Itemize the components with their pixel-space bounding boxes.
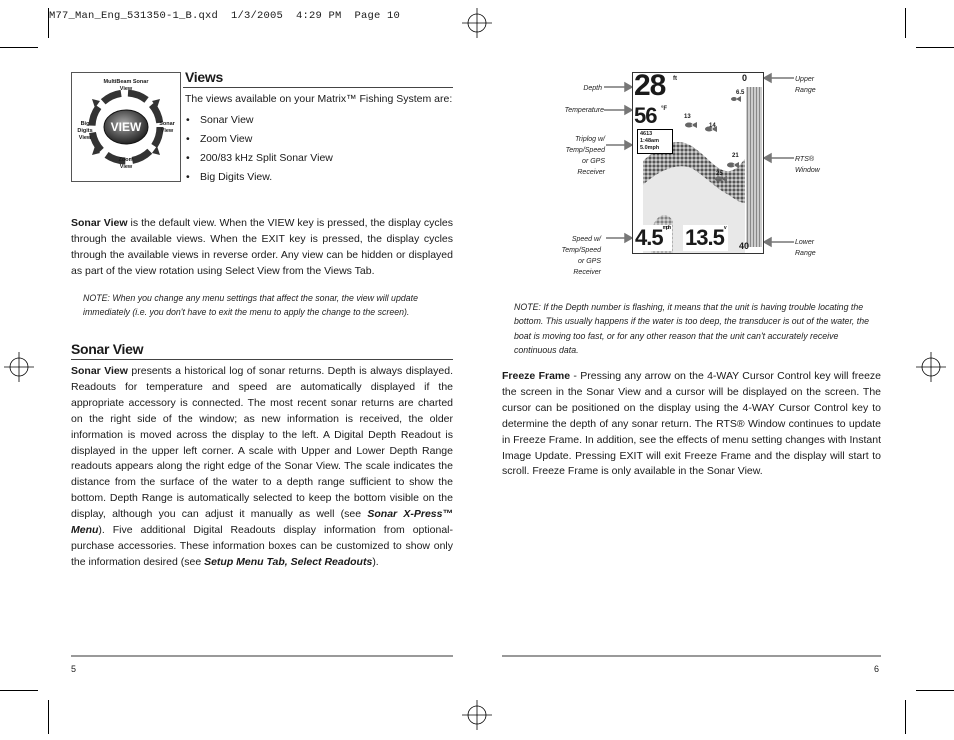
sonar-view-term: Sonar View	[71, 365, 128, 377]
temperature-readout: 56	[634, 103, 657, 128]
page-number-left: 5	[71, 664, 77, 674]
freeze-frame-term: Freeze Frame	[502, 370, 571, 382]
page-number-right: 6	[874, 664, 880, 674]
registration-mark-icon	[462, 700, 492, 730]
paragraph-text: ).	[372, 555, 379, 568]
crop-mark	[916, 690, 954, 691]
sonar-note	[83, 291, 453, 320]
callout-triplog: Triplog w/ Temp/Speed or GPS Receiver	[565, 136, 605, 176]
views-list	[186, 111, 333, 187]
note-text: When you change any menu settings that affect the sonar, the view will update immediately (i.e. you don't have to exit the menu to apply the change to the screen).	[83, 293, 418, 318]
fish-depth-label: 25	[716, 171, 723, 177]
crop-mark	[0, 690, 38, 691]
callout-rts-window: RTS® Window	[795, 156, 820, 174]
depth-unit: ft	[673, 76, 677, 82]
speed2-value: 13.5	[685, 225, 724, 250]
paragraph-text: - Pressing any arrow on the 4-WAY Cursor Control key will freeze the screen in the Sonar View and a cursor will be displayed on the screen. The cursor can be positioned on the display using the 4-WAY Cursor Control key to determine the depth of any sonar return. The RTS® Window continues to update in Freeze Frame. In addition, see the effects of menu setting changes with Instant Image Update. Pressing EXIT will exit Freeze Frame and the display will start to scroll. Freeze Frame is only available in the Sonar View.	[502, 370, 882, 478]
crop-mark	[0, 47, 38, 48]
freeze-frame-paragraph	[502, 369, 881, 480]
list-item: • Zoom View	[186, 130, 333, 149]
paragraph-text: presents a historical log of sonar returns. Depth is always displayed. Readouts for temperature and speed are automatically displayed if the appropriate accessory is connected. The most recent sonar returns are charted on the right side of the window; as new information is received, the older information is moved across the display to the left. A Digital Depth Readout is displayed in the upper left corner. A scale with Upper and Lower Depth Range readouts appears along the right edge of the Sonar View. The scale indicates the distance from the surface of the water to a depth range sufficient to show the bottom. Depth Range is automatically selected to keep the bottom visible on the display, although you can adjust it manually as well (see	[71, 365, 453, 521]
crop-mark	[48, 8, 49, 38]
registration-mark-icon	[462, 8, 492, 38]
crop-mark	[905, 700, 906, 734]
dial-bottom-label: Zoom View	[118, 157, 134, 170]
note-text: If the Depth number is flashing, it means that the unit is having trouble locating the bottom. This usually happens if the water is too deep, the transducer is out of the water, the boat is moving too fast, or for any other reason that the unit can't accurately receive continuous data.	[514, 302, 870, 355]
speed-unit: mph	[662, 225, 671, 231]
callout-speed: Speed w/ Temp/Speed or GPS Receiver	[561, 236, 601, 276]
note-label: NOTE:	[83, 293, 110, 303]
speed2-unit: v	[723, 225, 726, 231]
sonar-view-term: Sonar View	[71, 217, 128, 229]
footer-rule-left	[71, 655, 453, 657]
fish-depth-label: 14	[709, 123, 716, 129]
registration-mark-icon	[916, 352, 946, 382]
speed-readout	[633, 225, 672, 251]
callout-depth: Depth	[583, 85, 602, 92]
views-heading-rule	[183, 87, 453, 88]
file-slug: M77_Man_Eng_531350-1_B.qxd 1/3/2005 4:29 PM Page 10	[49, 10, 401, 22]
fish-depth-label: 13	[684, 114, 691, 120]
registration-mark-icon	[4, 352, 34, 382]
sonar-heading-rule	[71, 359, 453, 360]
triplog-line: 5.0mph	[640, 145, 660, 151]
list-item: • Sonar View	[186, 111, 333, 130]
secondary-speed-readout	[683, 225, 728, 251]
crop-mark	[48, 700, 49, 734]
triplog-line: 1:48am	[640, 138, 659, 144]
view-dial-figure	[71, 72, 181, 182]
sonar-screen	[632, 72, 764, 254]
fish-depth-label: 6.5	[736, 90, 745, 96]
depth-readout: 28	[634, 72, 666, 102]
fish-depth-label: 21	[732, 153, 739, 159]
depth-flashing-note	[514, 300, 881, 357]
sonar-xpress-ref: Sonar X-Press™ Menu	[71, 508, 453, 537]
setup-menu-ref: Setup Menu Tab, Select Readouts	[204, 555, 373, 568]
sonar-view-heading: Sonar View	[71, 341, 144, 357]
paragraph-text: is the default view. When the VIEW key is pressed, the display cycles through the available views. When the EXIT key is pressed, the display cycles through the available views in reverse order. Any view can be hidden or displayed as part of the view rotation using Select View from the Views Tab.	[71, 217, 453, 277]
views-heading: Views	[185, 69, 223, 85]
note-label: NOTE:	[514, 302, 541, 312]
footer-rule-right	[502, 655, 881, 657]
triplog-line: 4613	[640, 131, 653, 137]
callout-temperature: Temperature	[564, 107, 604, 114]
temperature-unit: °F	[661, 106, 668, 112]
default-view-paragraph	[71, 216, 453, 280]
sonar-view-paragraph	[71, 364, 453, 571]
upper-range-readout: 0	[741, 73, 747, 83]
views-intro: The views available on your Matrix™ Fishing System are:	[185, 93, 453, 105]
crop-mark	[916, 47, 954, 48]
lower-range-readout: 40	[738, 241, 749, 251]
callout-upper-range: Upper Range	[795, 76, 816, 94]
dial-left-label: Big Digits View	[77, 121, 93, 141]
dial-top-label: MultiBeam Sonar View	[103, 79, 149, 92]
crop-mark	[905, 8, 906, 38]
dial-center-label: VIEW	[110, 120, 142, 134]
list-item: • 200/83 kHz Split Sonar View	[186, 149, 333, 168]
triplog-box	[637, 129, 673, 154]
list-item: • Big Digits View.	[186, 168, 333, 187]
paragraph-text: ). Five additional Digital Readouts display information from optional-purchase accessories. These information boxes can be customized to show only the information desired (see	[71, 524, 453, 568]
callout-lower-range: Lower Range	[795, 239, 816, 257]
dial-right-label: Sonar View	[159, 121, 175, 134]
speed-value: 4.5	[635, 225, 663, 250]
